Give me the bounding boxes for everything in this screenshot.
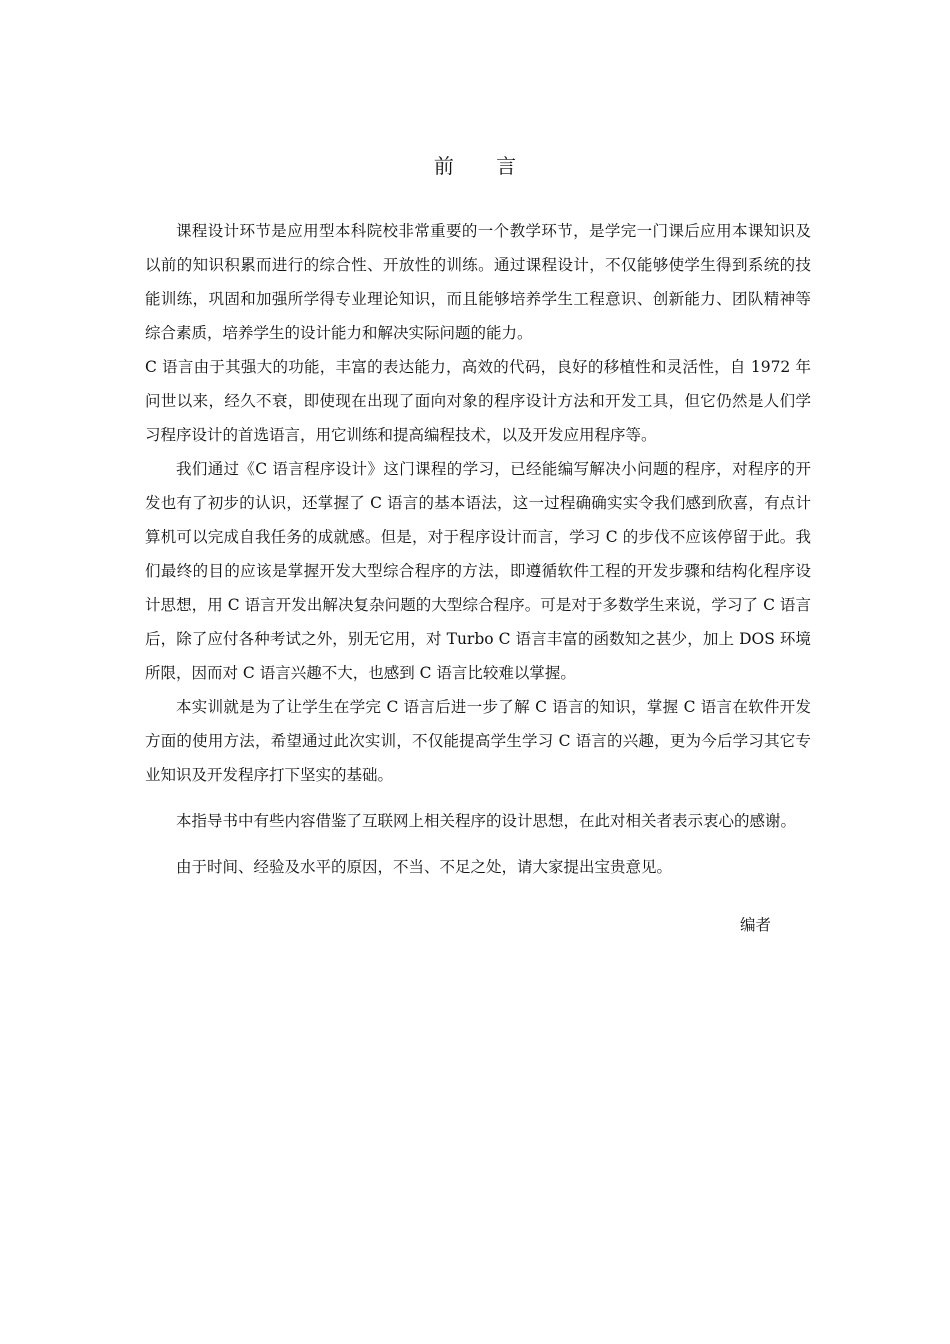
paragraph-learning-experience: 我们通过《C 语言程序设计》这门课程的学习，已经能编写解决小问题的程序，对程序的开发也有了初步的认识，还掌握了 C 语言的基本语法，这一过程确确实实令我们感到欣喜，有点计算机可以完成自我任务的成就感。但是，对于程序设计而言，学习 C 的步伐不应该停留于此。我们最终的目的应该是掌握开发大型综合程序的方法，即遵循软件工程的开发步骤和结构化程序设计思想，用 C 语言开发出解决复杂问题的大型综合程序。可是对于多数学生来说，学习了 C 语言后，除了应付各种考试之外，别无它用，对 Turbo C 语言丰富的函数知之甚少，加上 DOS 环境所限，因而对 C 语言兴趣不大，也感到 C 语言比较难以掌握。 <box>145 460 811 682</box>
paragraph-c-language: C 语言由于其强大的功能，丰富的表达能力，高效的代码，良好的移植性和灵活性，自 1972 年问世以来，经久不衰，即使现在出现了面向对象的程序设计方法和开发工具，但它仍然是人们学习程序设计的首选语言，用它训练和提高编程技术，以及开发应用程序等。 <box>145 358 811 444</box>
page-title: 前 言 <box>433 154 535 178</box>
paragraph-feedback-request: 由于时间、经验及水平的原因，不当、不足之处，请大家提出宝贵意见。 <box>176 858 673 876</box>
paragraph-training-purpose: 本实训就是为了让学生在学完 C 语言后进一步了解 C 语言的知识，掌握 C 语言在软件开发方面的使用方法，希望通过此次实训，不仅能提高学生学习 C 语言的兴趣，更为今后学习其它专业知识及开发程序打下坚实的基础。 <box>145 698 811 784</box>
author-signature: 编者 <box>740 916 772 934</box>
paragraph-course-design: 课程设计环节是应用型本科院校非常重要的一个教学环节，是学完一门课后应用本课知识及以前的知识积累而进行的综合性、开放性的训练。通过课程设计，不仅能够使学生得到系统的技能训练，巩固和加强所学得专业理论知识，而且能够培养学生工程意识、创新能力、团队精神等综合素质，培养学生的设计能力和解决实际问题的能力。 <box>145 222 811 342</box>
preface-body <box>145 214 811 884</box>
paragraph-acknowledgement: 本指导书中有些内容借鉴了互联网上相关程序的设计思想，在此对相关者表示衷心的感谢。 <box>176 812 797 830</box>
